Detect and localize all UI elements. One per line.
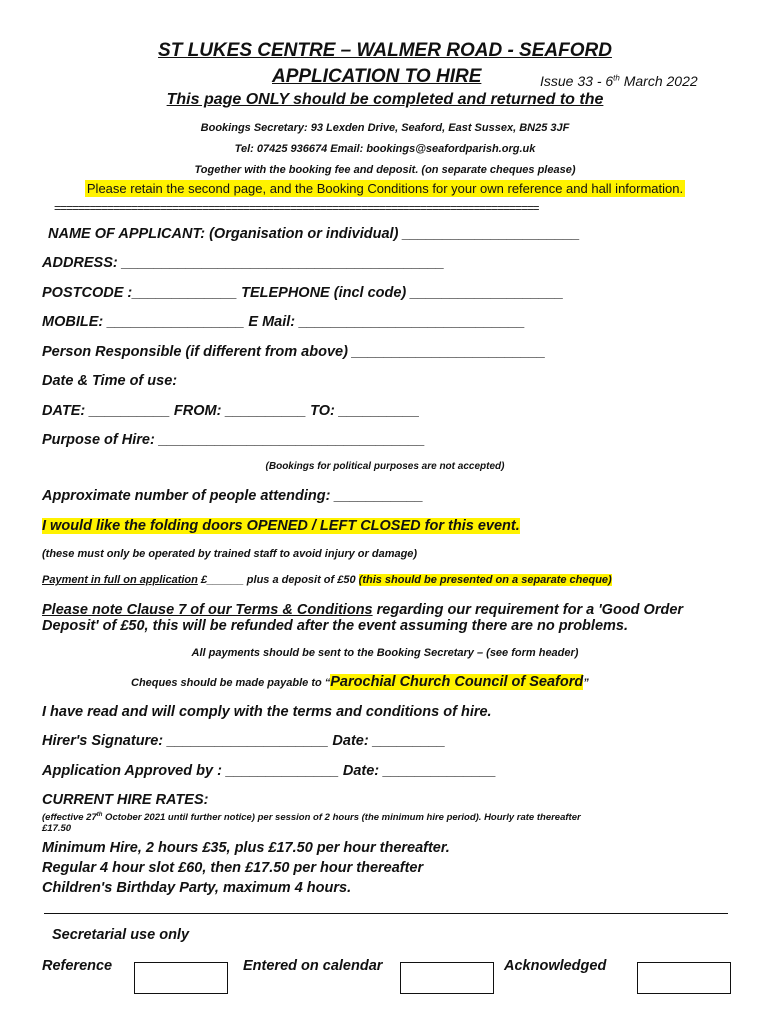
rate-regular-slot: Regular 4 hour slot £60, then £17.50 per hour thereafter	[42, 860, 424, 876]
clause-note: Please note Clause 7 of our Terms & Conditions regarding our requirement for a 'Good Order	[42, 602, 684, 618]
rate-minimum-hire: Minimum Hire, 2 hours £35, plus £17.50 per hour thereafter.	[42, 840, 450, 856]
page-title: ST LUKES CENTRE – WALMER ROAD - SEAFORD	[158, 40, 612, 61]
doors-note: (these must only be operated by trained staff to avoid injury or damage)	[42, 548, 418, 560]
retain-note: Please retain the second page, and the Booking Conditions for your own reference and hall information.	[86, 181, 684, 196]
postcode-telephone-field[interactable]: POSTCODE :_____________ TELEPHONE (incl code) ___________________	[42, 285, 564, 301]
terms-agreement: I have read and will comply with the terms and conditions of hire.	[42, 704, 492, 720]
acknowledged-box[interactable]	[637, 962, 731, 994]
political-note: (Bookings for political purposes are not accepted)	[265, 461, 505, 472]
signature-field[interactable]: Hirer's Signature: ____________________ Date: _________	[42, 733, 446, 749]
acknowledged-label: Acknowledged	[504, 958, 607, 974]
payment-line: Payment in full on application £______ plus a deposit of £50 (this should be presented on a separate cheque)	[42, 574, 612, 586]
form-title: APPLICATION TO HIRE	[272, 66, 482, 87]
separator-line: ==================================================================================	[54, 201, 539, 215]
entered-on-calendar-label: Entered on calendar	[243, 958, 383, 974]
rates-effective-note-line2: £17.50	[42, 823, 72, 834]
purpose-field[interactable]: Purpose of Hire: _________________________________	[42, 432, 425, 448]
address-field[interactable]: ADDRESS: ________________________________________	[42, 255, 445, 271]
date-time-label: Date & Time of use:	[42, 373, 178, 389]
approval-field[interactable]: Application Approved by : ______________ Date: ______________	[42, 763, 497, 779]
folding-doors-field[interactable]: I would like the folding doors OPENED / LEFT CLOSED for this event.	[42, 518, 520, 534]
attendance-field[interactable]: Approximate number of people attending: ___________	[42, 488, 424, 504]
mobile-email-field[interactable]: MOBILE: _________________ E Mail: ____________________________	[42, 314, 525, 330]
reference-label: Reference	[42, 958, 113, 974]
rate-birthday-party: Children's Birthday Party, maximum 4 hours.	[42, 880, 352, 896]
entered-on-calendar-box[interactable]	[400, 962, 494, 994]
reference-box[interactable]	[134, 962, 228, 994]
divider	[44, 913, 728, 914]
person-responsible-field[interactable]: Person Responsible (if different from above) ________________________	[42, 344, 546, 360]
applicant-field[interactable]: NAME OF APPLICANT: (Organisation or individual) ______________________	[48, 226, 580, 242]
return-instruction: This page ONLY should be completed and returned to the	[166, 91, 604, 108]
secretarial-use-label: Secretarial use only	[52, 927, 190, 943]
fee-note: Together with the booking fee and deposit. (on separate cheques please)	[194, 164, 576, 176]
rates-effective-note: (effective 27th October 2021 until further notice) per session of 2 hours (the minimum hire period). Hourly rate thereafter	[42, 812, 581, 824]
secretary-address: Bookings Secretary: 93 Lexden Drive, Seaford, East Sussex, BN25 3JF	[200, 122, 570, 134]
contact-details: Tel: 07425 936674 Email: bookings@seafordparish.org.uk	[234, 143, 536, 155]
clause-note-line2: Deposit' of £50, this will be refunded after the event assuming there are no problems.	[42, 618, 628, 634]
rates-heading: CURRENT HIRE RATES:	[42, 792, 209, 808]
date-from-to-field[interactable]: DATE: __________ FROM: __________ TO: __________	[42, 403, 420, 419]
issue-label: Issue 33 - 6th March 2022	[540, 73, 698, 89]
cheques-payable-note: Cheques should be made payable to “Parochial Church Council of Seaford”	[131, 674, 589, 690]
payments-sent-note: All payments should be sent to the Booking Secretary – (see form header)	[191, 647, 579, 659]
